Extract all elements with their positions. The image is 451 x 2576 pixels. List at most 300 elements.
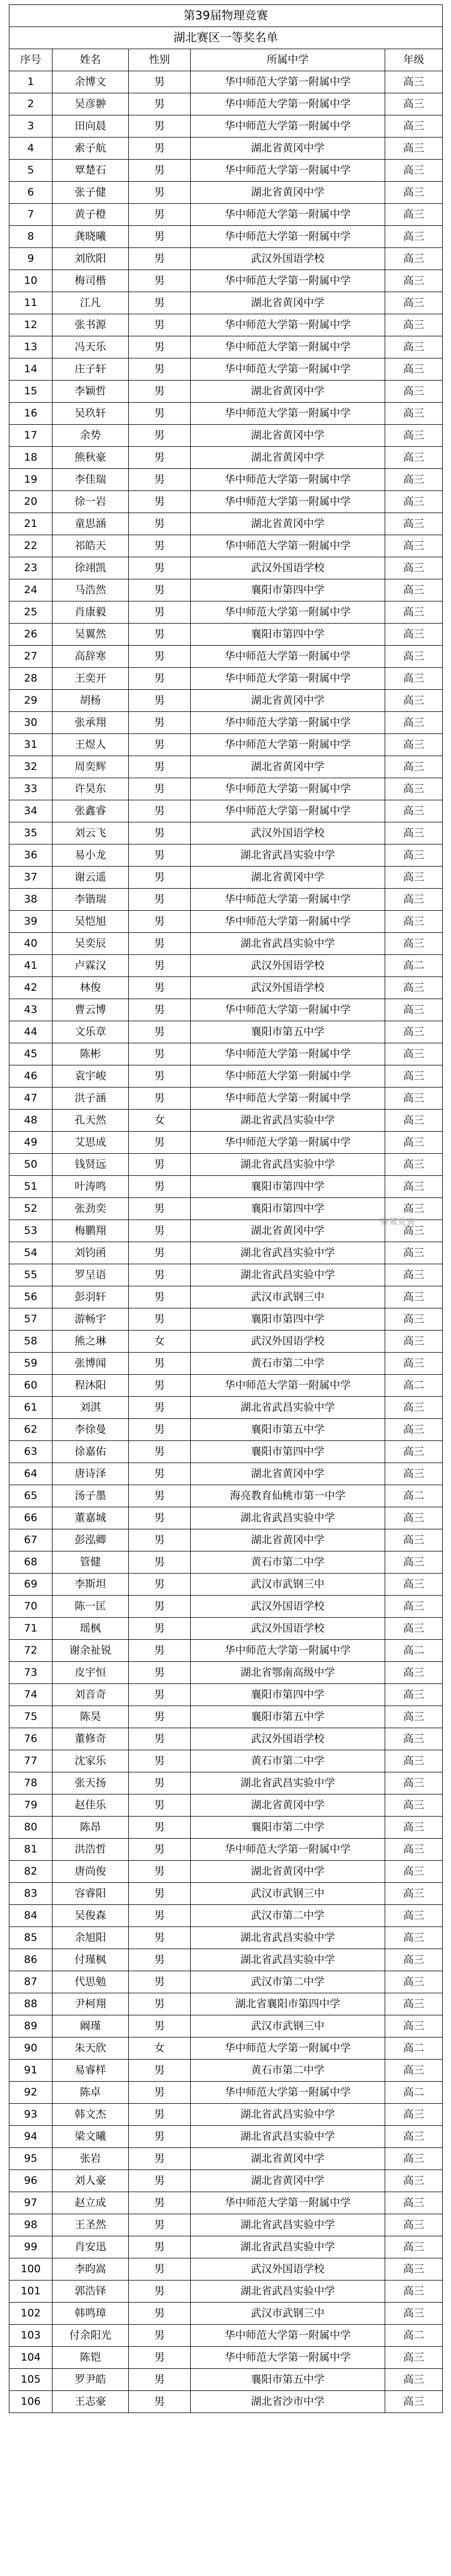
row-grade: 高三 <box>385 1794 443 1817</box>
row-school: 武汉外国语学校 <box>191 1596 385 1618</box>
row-name: 付余阳光 <box>53 2325 129 2347</box>
row-index: 104 <box>9 2347 53 2369</box>
row-school: 湖北省武昌实验中学 <box>191 2236 385 2258</box>
row-index: 61 <box>9 1397 53 1419</box>
row-name: 吴恺旭 <box>53 911 129 933</box>
header-row <box>9 49 443 71</box>
row-name: 吴俊森 <box>53 1905 129 1927</box>
table-row <box>9 1993 443 2015</box>
row-school: 华中师范大学第一附属中学 <box>191 403 385 425</box>
row-grade: 高三 <box>385 469 443 491</box>
row-grade: 高三 <box>385 2104 443 2126</box>
row-gender: 男 <box>129 2148 191 2170</box>
table-row <box>9 2082 443 2104</box>
row-gender: 男 <box>129 2369 191 2391</box>
table-row <box>9 1065 443 1088</box>
row-name: 陈卓 <box>53 2082 129 2104</box>
table-row <box>9 1132 443 1154</box>
row-grade: 高三 <box>385 734 443 756</box>
row-gender: 男 <box>129 447 191 469</box>
row-name: 余势 <box>53 425 129 447</box>
row-index: 85 <box>9 1927 53 1949</box>
row-name: 刘音奇 <box>53 1684 129 1706</box>
table-row <box>9 2037 443 2060</box>
row-index: 90 <box>9 2037 53 2060</box>
table-row <box>9 204 443 226</box>
table-row <box>9 115 443 138</box>
row-grade: 高三 <box>385 358 443 381</box>
table-row <box>9 1684 443 1706</box>
row-grade: 高三 <box>385 999 443 1021</box>
row-grade: 高二 <box>385 2082 443 2104</box>
row-gender: 男 <box>129 336 191 358</box>
row-name: 高辞寒 <box>53 646 129 668</box>
row-grade: 高三 <box>385 381 443 403</box>
row-index: 53 <box>9 1220 53 1242</box>
row-index: 79 <box>9 1794 53 1817</box>
row-grade: 高三 <box>385 2192 443 2214</box>
row-school: 华中师范大学第一附属中学 <box>191 2192 385 2214</box>
row-gender: 男 <box>129 204 191 226</box>
row-school: 海亮教育仙桃市第一中学 <box>191 1485 385 1507</box>
row-name: 袁宇峻 <box>53 1065 129 1088</box>
row-index: 72 <box>9 1640 53 1662</box>
table-row <box>9 2325 443 2347</box>
table-row <box>9 1353 443 1375</box>
row-school: 华中师范大学第一附属中学 <box>191 1640 385 1662</box>
row-school: 黄石市第二中学 <box>191 2060 385 2082</box>
row-name: 刘钧函 <box>53 1242 129 1264</box>
table-row <box>9 2060 443 2082</box>
table-row <box>9 557 443 579</box>
row-grade: 高三 <box>385 2281 443 2303</box>
row-index: 54 <box>9 1242 53 1264</box>
row-name: 王奕开 <box>53 668 129 690</box>
row-name: 梅鹏翔 <box>53 1220 129 1242</box>
table-row <box>9 1706 443 1728</box>
row-index: 29 <box>9 690 53 712</box>
row-name: 钱贤远 <box>53 1154 129 1176</box>
row-name: 易小龙 <box>53 844 129 867</box>
row-index: 57 <box>9 1308 53 1331</box>
table-row <box>9 1021 443 1043</box>
row-gender: 男 <box>129 226 191 248</box>
table-row <box>9 1927 443 1949</box>
row-name: 童思涵 <box>53 513 129 535</box>
row-school: 华中师范大学第一附属中学 <box>191 358 385 381</box>
row-name: 彭羽轩 <box>53 1286 129 1308</box>
row-gender: 男 <box>129 1927 191 1949</box>
row-name: 董嘉城 <box>53 1507 129 1529</box>
row-gender: 男 <box>129 270 191 292</box>
row-index: 93 <box>9 2104 53 2126</box>
table-row <box>9 1220 443 1242</box>
row-name: 王煜人 <box>53 734 129 756</box>
table-row <box>9 1176 443 1198</box>
row-name: 许昊东 <box>53 778 129 800</box>
row-name: 吴彦翀 <box>53 93 129 115</box>
row-gender: 男 <box>129 557 191 579</box>
row-name: 陈昊 <box>53 1706 129 1728</box>
table-row <box>9 93 443 115</box>
table-row <box>9 712 443 734</box>
row-gender: 男 <box>129 712 191 734</box>
row-name: 皮宇恒 <box>53 1662 129 1684</box>
row-grade: 高三 <box>385 1463 443 1485</box>
row-grade: 高三 <box>385 822 443 844</box>
row-gender: 男 <box>129 1463 191 1485</box>
row-name: 张鑫睿 <box>53 800 129 822</box>
row-name: 肖康毅 <box>53 601 129 624</box>
row-gender: 男 <box>129 2170 191 2192</box>
table-row <box>9 1286 443 1308</box>
table-row <box>9 1331 443 1353</box>
row-school: 襄阳市第五中学 <box>191 2369 385 2391</box>
row-grade: 高三 <box>385 1264 443 1286</box>
row-name: 吴奕辰 <box>53 933 129 955</box>
table-row <box>9 1397 443 1419</box>
row-gender: 男 <box>129 425 191 447</box>
row-name: 张子健 <box>53 182 129 204</box>
row-gender: 男 <box>129 1861 191 1883</box>
row-school: 华中师范大学第一附属中学 <box>191 999 385 1021</box>
row-name: 汤子墨 <box>53 1485 129 1507</box>
row-gender: 男 <box>129 2060 191 2082</box>
row-gender: 女 <box>129 2037 191 2060</box>
table-row <box>9 358 443 381</box>
row-gender: 男 <box>129 1419 191 1441</box>
table-row <box>9 469 443 491</box>
row-gender: 男 <box>129 1220 191 1242</box>
row-gender: 男 <box>129 1728 191 1750</box>
row-grade: 高三 <box>385 2236 443 2258</box>
row-grade: 高三 <box>385 1419 443 1441</box>
row-grade: 高三 <box>385 2060 443 2082</box>
row-name: 熊秋豪 <box>53 447 129 469</box>
row-index: 95 <box>9 2148 53 2170</box>
row-name: 龚晓曦 <box>53 226 129 248</box>
row-index: 91 <box>9 2060 53 2082</box>
row-school: 湖北省黄冈中学 <box>191 513 385 535</box>
row-grade: 高三 <box>385 557 443 579</box>
row-school: 湖北省鄂南高级中学 <box>191 1662 385 1684</box>
row-gender: 男 <box>129 1132 191 1154</box>
table-row <box>9 579 443 601</box>
table-row <box>9 1772 443 1794</box>
row-gender: 男 <box>129 535 191 557</box>
row-name: 余旭阳 <box>53 1927 129 1949</box>
row-grade: 高三 <box>385 911 443 933</box>
row-index: 100 <box>9 2258 53 2281</box>
row-index: 86 <box>9 1949 53 1971</box>
table-row <box>9 447 443 469</box>
row-school: 湖北省武昌实验中学 <box>191 1772 385 1794</box>
row-index: 18 <box>9 447 53 469</box>
row-school: 襄阳市第五中学 <box>191 1419 385 1441</box>
row-school: 华中师范大学第一附属中学 <box>191 314 385 336</box>
row-school: 华中师范大学第一附属中学 <box>191 601 385 624</box>
row-gender: 男 <box>129 2104 191 2126</box>
table-row <box>9 1596 443 1618</box>
row-name: 付瑾枫 <box>53 1949 129 1971</box>
row-grade: 高三 <box>385 1043 443 1065</box>
row-school: 湖北省黄冈中学 <box>191 425 385 447</box>
row-school: 华中师范大学第一附属中学 <box>191 204 385 226</box>
row-gender: 男 <box>129 911 191 933</box>
row-school: 华中师范大学第一附属中学 <box>191 1839 385 1861</box>
row-grade: 高三 <box>385 1684 443 1706</box>
row-name: 韩文杰 <box>53 2104 129 2126</box>
row-grade: 高三 <box>385 513 443 535</box>
row-school: 武汉市武钢三中 <box>191 1883 385 1905</box>
row-school: 襄阳市第四中学 <box>191 1176 385 1198</box>
row-index: 106 <box>9 2391 53 2413</box>
table-row <box>9 2391 443 2413</box>
row-gender: 男 <box>129 1817 191 1839</box>
row-school: 武汉外国语学校 <box>191 955 385 977</box>
row-index: 5 <box>9 160 53 182</box>
table-row <box>9 1198 443 1220</box>
row-name: 刘人豪 <box>53 2170 129 2192</box>
row-index: 55 <box>9 1264 53 1286</box>
row-grade: 高三 <box>385 535 443 557</box>
row-index: 45 <box>9 1043 53 1065</box>
row-gender: 男 <box>129 314 191 336</box>
table-row <box>9 2192 443 2214</box>
row-gender: 男 <box>129 1088 191 1110</box>
row-name: 陈一匡 <box>53 1596 129 1618</box>
row-index: 46 <box>9 1065 53 1088</box>
row-name: 吴翼然 <box>53 624 129 646</box>
row-gender: 男 <box>129 933 191 955</box>
table-row <box>9 2347 443 2369</box>
row-index: 103 <box>9 2325 53 2347</box>
table-row <box>9 734 443 756</box>
row-school: 湖北省武昌实验中学 <box>191 2281 385 2303</box>
row-index: 23 <box>9 557 53 579</box>
table-row <box>9 822 443 844</box>
row-index: 33 <box>9 778 53 800</box>
row-index: 58 <box>9 1331 53 1353</box>
row-grade: 高三 <box>385 977 443 999</box>
row-grade: 高三 <box>385 2214 443 2236</box>
table-row <box>9 2236 443 2258</box>
row-gender: 男 <box>129 2015 191 2037</box>
row-name: 赵佳乐 <box>53 1794 129 1817</box>
row-name: 文乐章 <box>53 1021 129 1043</box>
row-gender: 男 <box>129 93 191 115</box>
row-school: 华中师范大学第一附属中学 <box>191 1375 385 1397</box>
award-table <box>9 4 443 2413</box>
row-grade: 高三 <box>385 1728 443 1750</box>
row-school: 武汉外国语学校 <box>191 977 385 999</box>
row-school: 湖北省沙市中学 <box>191 2391 385 2413</box>
row-school: 华中师范大学第一附属中学 <box>191 226 385 248</box>
row-grade: 高三 <box>385 1507 443 1529</box>
table-row <box>9 1463 443 1485</box>
table-row <box>9 160 443 182</box>
table-row <box>9 2104 443 2126</box>
row-name: 刘欣阳 <box>53 248 129 270</box>
row-grade: 高三 <box>385 1971 443 1993</box>
table-row <box>9 1574 443 1596</box>
row-name: 赵立成 <box>53 2192 129 2214</box>
row-school: 湖北省黄冈中学 <box>191 447 385 469</box>
row-school: 华中师范大学第一附属中学 <box>191 911 385 933</box>
row-grade: 高三 <box>385 138 443 160</box>
table-row <box>9 1971 443 1993</box>
row-school: 襄阳市第四中学 <box>191 579 385 601</box>
row-index: 15 <box>9 381 53 403</box>
row-index: 1 <box>9 71 53 93</box>
row-grade: 高三 <box>385 2303 443 2325</box>
row-gender: 男 <box>129 513 191 535</box>
row-name: 冯天乐 <box>53 336 129 358</box>
row-name: 黄子橙 <box>53 204 129 226</box>
row-school: 襄阳市第二中学 <box>191 1817 385 1839</box>
row-name: 马浩然 <box>53 579 129 601</box>
row-index: 44 <box>9 1021 53 1043</box>
row-grade: 高三 <box>385 1088 443 1110</box>
row-grade: 高三 <box>385 1993 443 2015</box>
row-index: 39 <box>9 911 53 933</box>
row-grade: 高二 <box>385 2037 443 2060</box>
row-school: 襄阳市第四中学 <box>191 1684 385 1706</box>
row-grade: 高三 <box>385 1441 443 1463</box>
row-grade: 高三 <box>385 314 443 336</box>
row-grade: 高三 <box>385 1397 443 1419</box>
row-gender: 男 <box>129 2258 191 2281</box>
table-row <box>9 491 443 513</box>
row-index: 27 <box>9 646 53 668</box>
row-gender: 男 <box>129 1375 191 1397</box>
table-row <box>9 1375 443 1397</box>
row-gender: 男 <box>129 1905 191 1927</box>
row-school: 襄阳市第五中学 <box>191 1706 385 1728</box>
row-grade: 高三 <box>385 867 443 889</box>
row-name: 林俊 <box>53 977 129 999</box>
row-school: 湖北省黄冈中学 <box>191 182 385 204</box>
row-grade: 高三 <box>385 1905 443 1927</box>
row-gender: 男 <box>129 844 191 867</box>
table-row <box>9 535 443 557</box>
row-index: 66 <box>9 1507 53 1529</box>
row-gender: 男 <box>129 646 191 668</box>
row-gender: 男 <box>129 1551 191 1574</box>
row-name: 唐诗泽 <box>53 1463 129 1485</box>
row-grade: 高三 <box>385 1817 443 1839</box>
row-grade: 高三 <box>385 1220 443 1242</box>
row-index: 40 <box>9 933 53 955</box>
table-row <box>9 425 443 447</box>
row-gender: 男 <box>129 955 191 977</box>
row-grade: 高三 <box>385 1949 443 1971</box>
row-name: 洪浩哲 <box>53 1839 129 1861</box>
row-index: 38 <box>9 889 53 911</box>
row-gender: 男 <box>129 1596 191 1618</box>
row-index: 49 <box>9 1132 53 1154</box>
row-gender: 男 <box>129 2303 191 2325</box>
row-name: 梅司楷 <box>53 270 129 292</box>
row-gender: 男 <box>129 1574 191 1596</box>
row-grade: 高三 <box>385 1198 443 1220</box>
row-school: 黄石市第二中学 <box>191 1551 385 1574</box>
row-name: 张承翔 <box>53 712 129 734</box>
row-gender: 男 <box>129 1065 191 1088</box>
row-name: 洪子涵 <box>53 1088 129 1110</box>
row-school: 华中师范大学第一附属中学 <box>191 1065 385 1088</box>
row-grade: 高三 <box>385 668 443 690</box>
row-gender: 男 <box>129 579 191 601</box>
row-index: 74 <box>9 1684 53 1706</box>
row-index: 70 <box>9 1596 53 1618</box>
table-row <box>9 800 443 822</box>
table-row <box>9 1308 443 1331</box>
row-school: 武汉外国语学校 <box>191 822 385 844</box>
row-index: 96 <box>9 2170 53 2192</box>
row-school: 武汉市武钢三中 <box>191 2015 385 2037</box>
row-gender: 男 <box>129 1397 191 1419</box>
row-grade: 高三 <box>385 2015 443 2037</box>
row-index: 69 <box>9 1574 53 1596</box>
row-school: 湖北省黄冈中学 <box>191 756 385 778</box>
row-gender: 男 <box>129 2347 191 2369</box>
row-school: 华中师范大学第一附属中学 <box>191 93 385 115</box>
table-row <box>9 1088 443 1110</box>
row-gender: 男 <box>129 1507 191 1529</box>
row-name: 刘淇 <box>53 1397 129 1419</box>
table-row <box>9 889 443 911</box>
row-gender: 男 <box>129 1640 191 1662</box>
row-index: 30 <box>9 712 53 734</box>
row-grade: 高三 <box>385 226 443 248</box>
row-school: 湖北省武昌实验中学 <box>191 1949 385 1971</box>
row-index: 6 <box>9 182 53 204</box>
row-index: 92 <box>9 2082 53 2104</box>
row-grade: 高三 <box>385 889 443 911</box>
row-index: 22 <box>9 535 53 557</box>
row-grade: 高三 <box>385 447 443 469</box>
row-name: 尹柯翔 <box>53 1993 129 2015</box>
row-school: 湖北省黄冈中学 <box>191 2148 385 2170</box>
row-index: 37 <box>9 867 53 889</box>
table-row <box>9 1662 443 1684</box>
row-gender: 男 <box>129 1794 191 1817</box>
row-school: 湖北省黄冈中学 <box>191 1794 385 1817</box>
table-row <box>9 292 443 314</box>
row-grade: 高三 <box>385 1772 443 1794</box>
row-name: 陈昂 <box>53 1817 129 1839</box>
row-grade: 高三 <box>385 160 443 182</box>
row-index: 7 <box>9 204 53 226</box>
row-school: 武汉外国语学校 <box>191 557 385 579</box>
table-row <box>9 1154 443 1176</box>
row-name: 王志豪 <box>53 2391 129 2413</box>
row-index: 78 <box>9 1772 53 1794</box>
table-row <box>9 336 443 358</box>
row-gender: 男 <box>129 292 191 314</box>
table-row <box>9 999 443 1021</box>
row-school: 华中师范大学第一附属中学 <box>191 535 385 557</box>
row-index: 47 <box>9 1088 53 1110</box>
row-grade: 高三 <box>385 71 443 93</box>
row-name: 熊之琳 <box>53 1331 129 1353</box>
row-school: 华中师范大学第一附属中学 <box>191 2325 385 2347</box>
table-row <box>9 1905 443 1927</box>
row-school: 武汉市第二中学 <box>191 1905 385 1927</box>
row-school: 湖北省武昌实验中学 <box>191 1242 385 1264</box>
row-index: 9 <box>9 248 53 270</box>
